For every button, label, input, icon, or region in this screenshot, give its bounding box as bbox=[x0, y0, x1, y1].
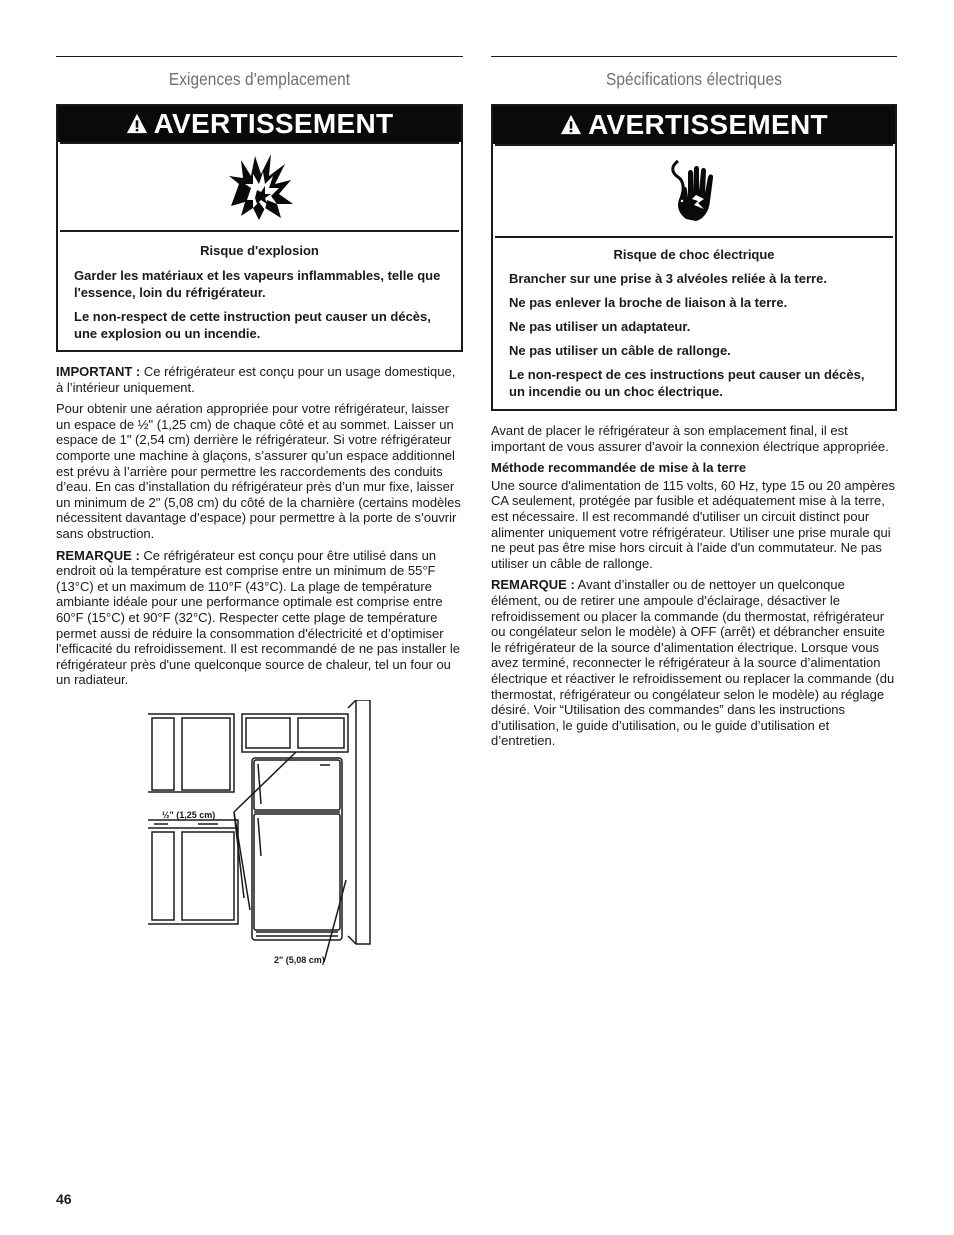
label-two-inch: 2" (5,08 cm) bbox=[274, 954, 325, 965]
electrical-text bbox=[491, 423, 897, 749]
top-rule bbox=[491, 56, 897, 57]
warning-body bbox=[493, 238, 895, 410]
remarque-text: Ce réfrigérateur est conçu pour être utilisé dans un endroit où la température est comprise entre un minimum de 55°F (13°C) et un maximum de 110°F (43°C). La plage de température ambiante idéale pour une performance optimale est comprise entre 60°F (15°C) et 90°F (32°C). Respecter cette plage de température permet aussi de réduire la consommation d'électricité et d’optimiser l'efficacité du refroidissement. Il est recommandé de ne pas installer le réfrigérateur près d'une quelconque source de chaleur, tel un four ou un radiateur. bbox=[56, 547, 460, 688]
grounding-subhead: Méthode recommandée de mise à la terre bbox=[491, 460, 747, 476]
important-paragraph bbox=[56, 364, 463, 395]
warning-line: Brancher sur une prise à 3 alvéoles reliée à la terre. bbox=[509, 271, 827, 286]
remarque-paragraph bbox=[56, 548, 463, 688]
warning-line: Ne pas utiliser un adaptateur. bbox=[509, 319, 691, 334]
right-column bbox=[491, 56, 897, 755]
warning-body bbox=[58, 232, 461, 354]
page-number: 46 bbox=[56, 1191, 72, 1207]
warning-triangle-icon bbox=[560, 114, 582, 136]
electric-shock-hand-icon bbox=[664, 159, 724, 223]
section-title-electrical: Spécifications électriques bbox=[605, 69, 783, 89]
explosion-icon-panel bbox=[60, 142, 459, 232]
shock-icon-panel bbox=[495, 144, 893, 238]
warning-line: Ne pas utiliser un câble de rallonge. bbox=[509, 343, 731, 358]
warning-line: Garder les matériaux et les vapeurs inflammables, telle que l'essence, loin du réfrigérateur. bbox=[74, 268, 441, 300]
warning-header bbox=[493, 106, 895, 144]
intro-paragraph: Avant de placer le réfrigérateur à son emplacement final, il est important de vous assurer d'avoir la connexion électrique appropriée. bbox=[491, 423, 889, 454]
remarque-text: Avant d’installer ou de nettoyer un quelconque élément, ou de retirer une ampoule d’éclairage, désactiver le refroidissement ou placer la commande (du thermostat, réfrigérateur ou congélateur selon le modèle) à OFF (arrêt) et débrancher ensuite le réfrigérateur de la source d’alimentation électrique. Lorsque vous avez terminé, reconnecter le réfrigérateur à la source d’alimentation électrique et réactiver le refroidissement ou replacer la commande (du thermostat, réfrigérateur ou congélateur selon le modèle) au réglage désiré. Voir “Utilisation des commandes” dans les instructions d’utilisation, le guide d’utilisation, ou le guide d’utilisation et d’entretien. bbox=[491, 577, 895, 749]
label-half-inch: ½" (1,25 cm) bbox=[162, 809, 216, 820]
important-label: IMPORTANT : bbox=[56, 364, 141, 379]
warning-header bbox=[58, 106, 461, 142]
cabinet-refrigerator-illustration bbox=[56, 700, 463, 975]
remarque-label: REMARQUE : bbox=[56, 547, 140, 563]
refrigerator-clearance-figure bbox=[56, 700, 463, 975]
clearance-paragraph: Pour obtenir une aération appropriée pour votre réfrigérateur, laisser un espace de ½" (1,25 cm) de chaque côté et au sommet. Laisser un espace de 1" (2,54 cm) derrière le réfrigérateur. Si votre réfrigérateur comporte une machine à glaçons, s’assurer qu’un espace additionnel est prévu à l’arrière pour permettre les raccordements des conduits d’eau. En cas d’installation du réfrigérateur près d’un mur fixe, laisser un minimum de 2" (5,08 cm) du côté de la charnière (certains modèles nécessitent davantage d’espace) pour permettre à la porte de s’ouvrir sans obstruction. bbox=[56, 401, 461, 541]
warning-line: Le non-respect de cette instruction peut causer un décès, une explosion ou un incendie. bbox=[74, 309, 431, 341]
location-text bbox=[56, 364, 463, 688]
warning-line: Ne pas enlever la broche de liaison à la terre. bbox=[509, 295, 788, 310]
warning-line: Le non-respect de ces instructions peut causer un décès, un incendie ou un choc électrique. bbox=[509, 367, 865, 399]
important-text: Ce réfrigérateur est conçu pour un usage domestique, à l’intérieur uniquement. bbox=[56, 364, 456, 395]
warning-risk-title: Risque d'explosion bbox=[200, 243, 319, 258]
top-rule bbox=[56, 56, 463, 57]
remarque-paragraph bbox=[491, 577, 897, 749]
section-title-location: Exigences d'emplacement bbox=[168, 69, 351, 89]
power-source-paragraph: Une source d'alimentation de 115 volts, 60 Hz, type 15 ou 20 ampères CA seulement, protégée par fusible et adéquatement mise à la terre, est nécessaire. Il est recommandé d'utiliser un circuit distinct pour alimenter uniquement votre réfrigérateur. Utiliser une prise murale qui ne peut pas être mise hors circuit à l'aide d'un commutateur. Ne pas utiliser un câble de rallonge. bbox=[491, 477, 896, 571]
left-column bbox=[56, 56, 463, 975]
warning-box-electric bbox=[491, 104, 897, 411]
warning-header-text: AVERTISSEMENT bbox=[588, 109, 828, 140]
remarque-label: REMARQUE : bbox=[491, 577, 575, 593]
explosion-icon bbox=[225, 154, 295, 220]
warning-triangle-icon bbox=[126, 113, 148, 135]
warning-risk-title: Risque de choc électrique bbox=[613, 247, 775, 262]
warning-box-explosion bbox=[56, 104, 463, 352]
warning-header-text: AVERTISSEMENT bbox=[153, 108, 394, 139]
